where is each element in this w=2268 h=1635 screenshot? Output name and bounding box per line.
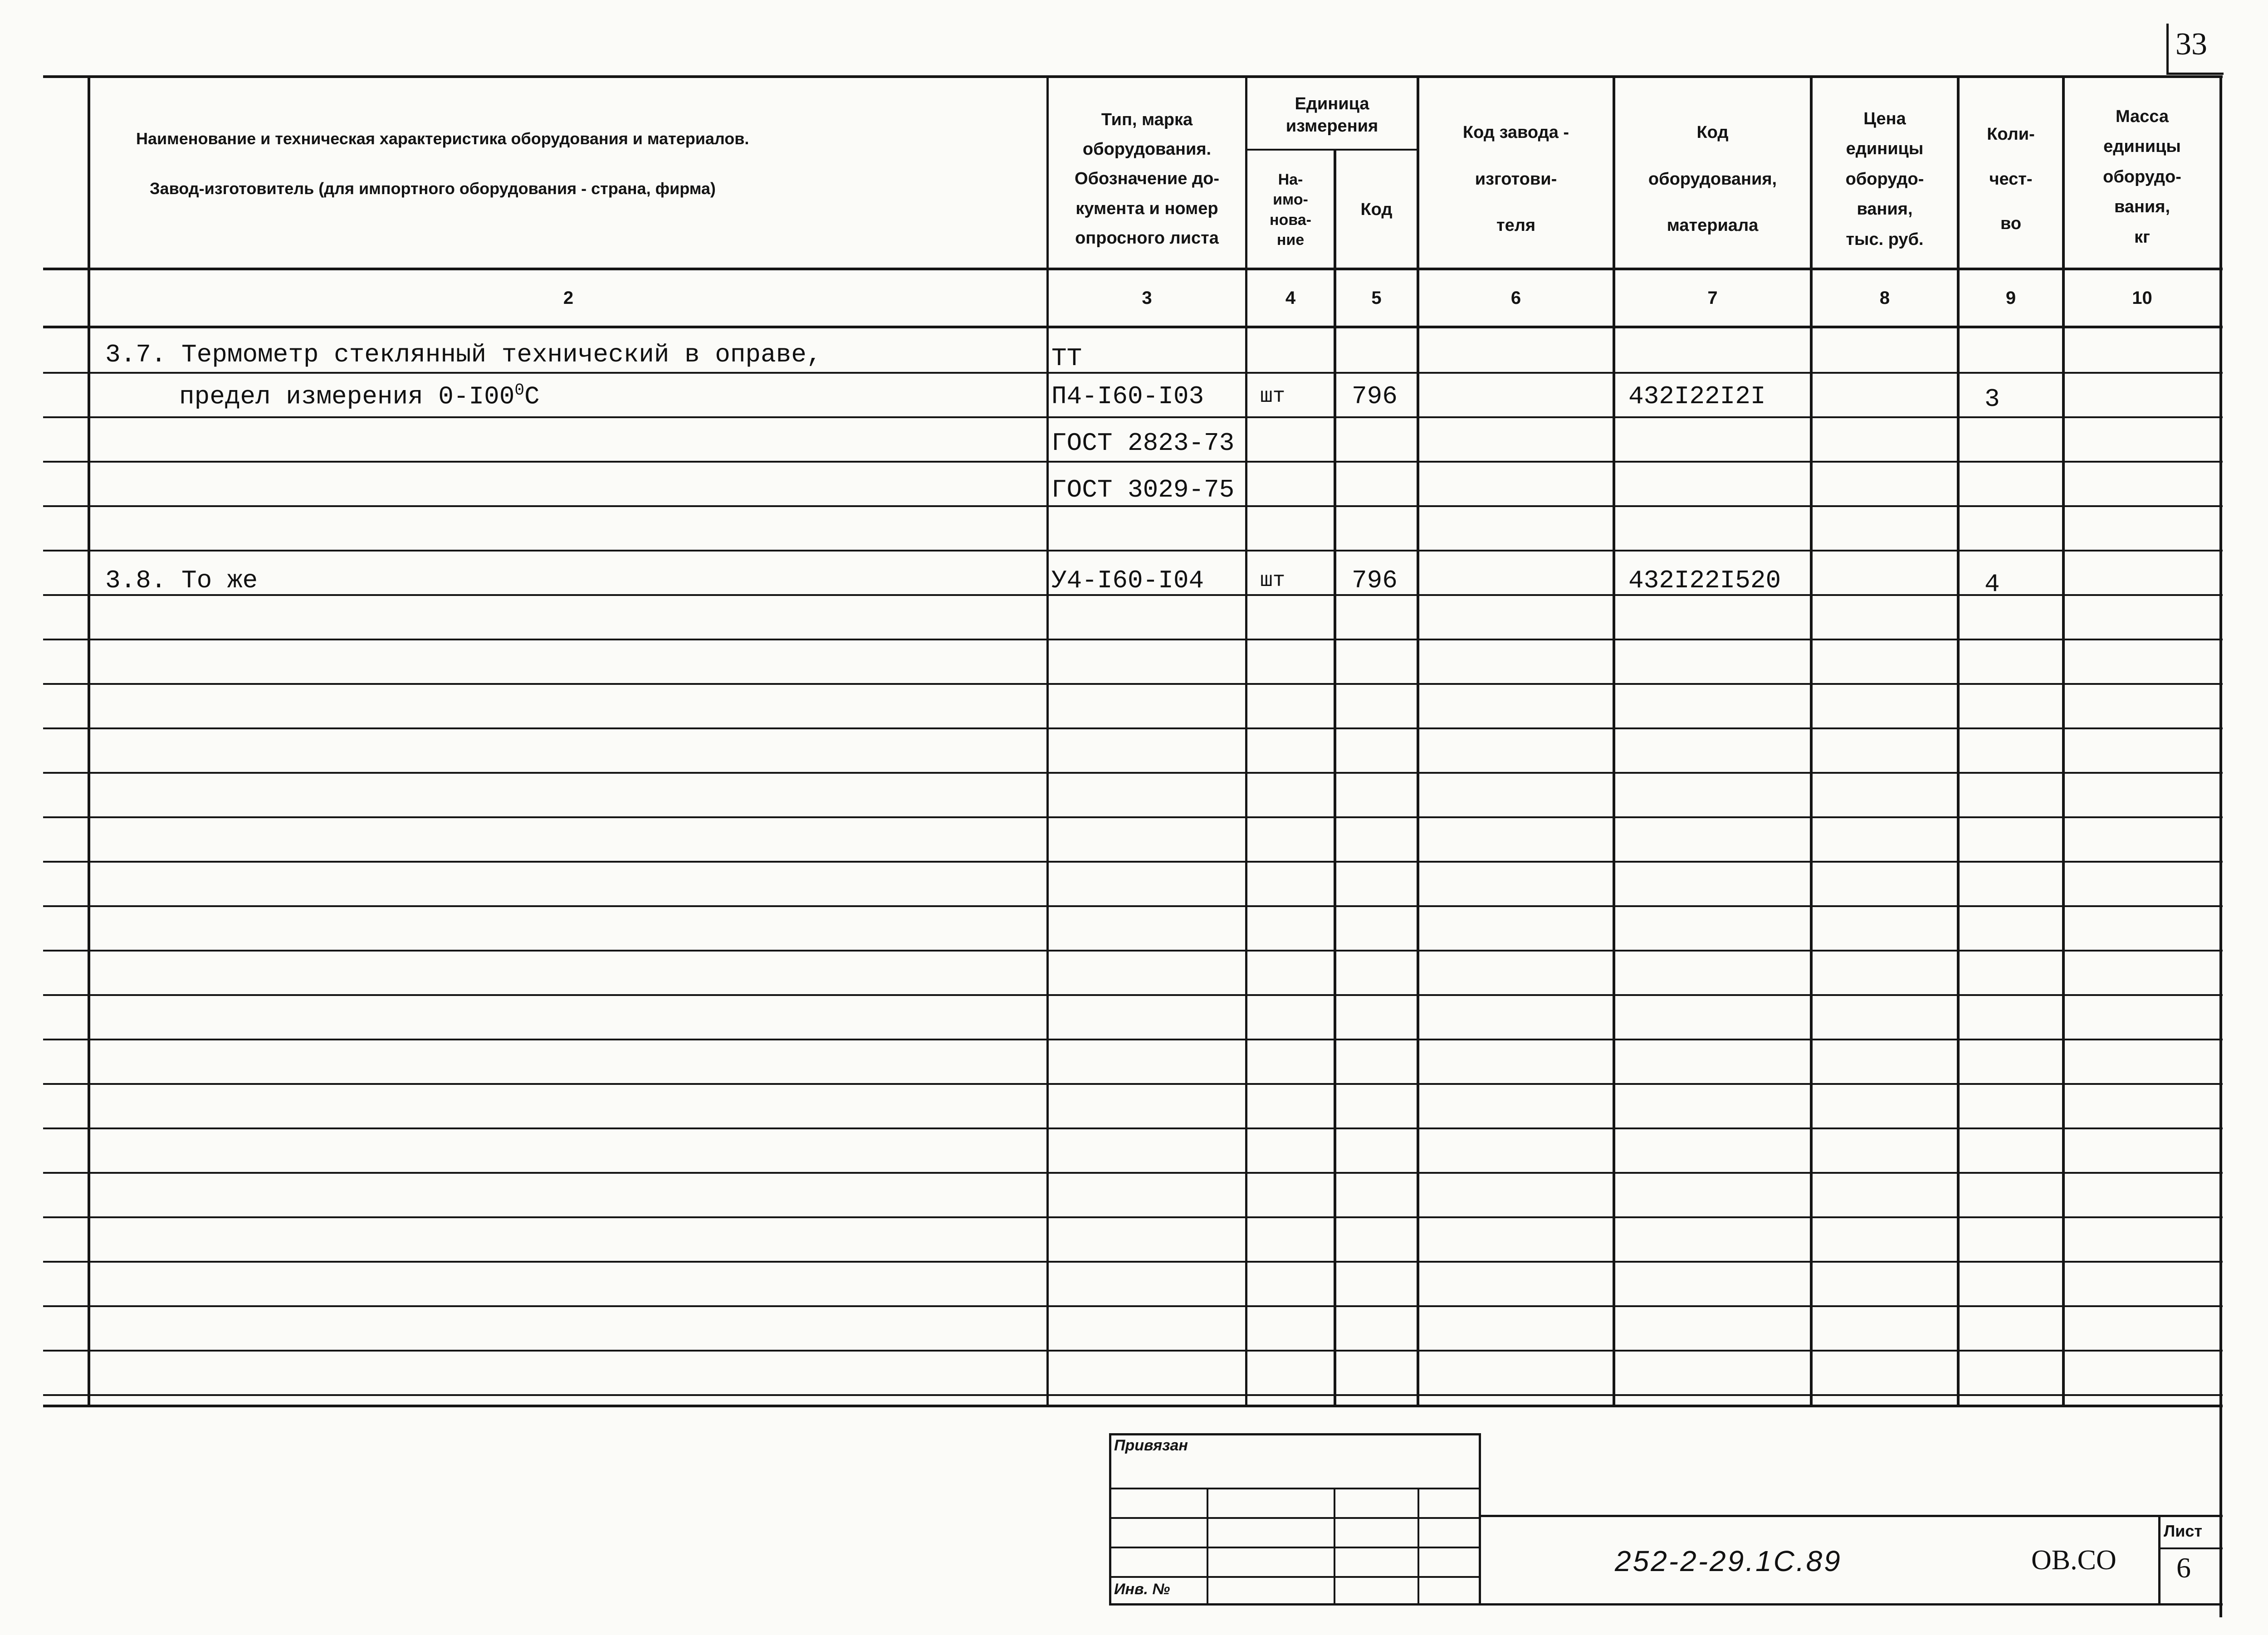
row-line xyxy=(43,1172,2223,1174)
table-right-border xyxy=(2219,75,2222,1617)
stamp-row-3 xyxy=(1109,1547,1481,1548)
table-top-border xyxy=(43,75,2223,78)
row-line xyxy=(43,416,2223,418)
header-col8: Цена единицы оборудо- вания, тыс. руб. xyxy=(1845,109,1924,249)
item-3-7-equipment-code: 432I22I2I xyxy=(1628,382,1766,411)
row-line xyxy=(43,861,2223,863)
sheet-box-divider xyxy=(2158,1547,2223,1549)
item-3-8-designation: У4-I60-I04 xyxy=(1051,566,1204,595)
item-3-7-gost-2: ГОСТ 3029-75 xyxy=(1051,475,1235,504)
stamp-row-4 xyxy=(1109,1576,1481,1578)
item-3-8-equipment-code: 432I22I520 xyxy=(1628,566,1781,595)
stamp-right-top xyxy=(1479,1515,2223,1517)
row-line xyxy=(43,683,2223,685)
header-col2-line2: Завод-изготовитель (для импортного оборудования - страна, фирма) xyxy=(150,179,716,198)
row-line xyxy=(43,505,2223,507)
header-col3: Тип, марка оборудования. Обозначение до- кумента и номер опросного листа xyxy=(1075,110,1219,248)
colnum-8: 8 xyxy=(1879,288,1890,308)
document-code: ОВ.СО xyxy=(2031,1545,2116,1576)
stamp-mid-right xyxy=(1479,1433,1481,1606)
colnum-5: 5 xyxy=(1371,288,1382,308)
row-line xyxy=(43,727,2223,729)
header-col5: Код xyxy=(1360,200,1393,220)
colnum-2: 2 xyxy=(563,288,574,308)
row-line xyxy=(43,372,2223,374)
row-line xyxy=(43,1216,2223,1218)
item-3-7-gost-1: ГОСТ 2823-73 xyxy=(1051,429,1235,458)
item-3-7-quantity: 3 xyxy=(1984,385,2000,414)
item-3-7-name-line2: предел измерения $0-I00^0С$ xyxy=(179,381,540,411)
row-line xyxy=(43,1394,2223,1396)
header-col6: Код завода - изготови- теля xyxy=(1462,123,1569,235)
stamp-top xyxy=(1109,1433,1481,1435)
item-3-7-type: ТТ xyxy=(1051,344,1082,373)
colnum-10: 10 xyxy=(2132,288,2152,308)
colnum-6: 6 xyxy=(1510,288,1521,308)
stamp-bound-label: Привязан xyxy=(1114,1437,1188,1454)
item-3-8-unit-code: 796 xyxy=(1352,566,1398,595)
row-line xyxy=(43,1083,2223,1085)
stamp-bottom xyxy=(1109,1603,2223,1606)
item-3-7-name-line1: 3.7. Термометр стеклянный технический в оправе, xyxy=(105,340,822,369)
page-number: 33 xyxy=(2175,27,2207,62)
item-3-8-name: 3.8. То же xyxy=(105,566,258,595)
col-sep-5 xyxy=(1334,150,1336,1407)
header-col9: Коли- чест- во xyxy=(1987,124,2035,234)
row-line xyxy=(43,994,2223,996)
colnum-9: 9 xyxy=(2005,288,2016,308)
item-3-7-unit-code: 796 xyxy=(1352,382,1398,411)
row-line xyxy=(43,1039,2223,1040)
item-3-7-unit: шт xyxy=(1260,385,1286,408)
row-line xyxy=(43,1127,2223,1129)
row-line xyxy=(43,1261,2223,1263)
page-number-box-left xyxy=(2166,24,2169,74)
document-number: 252-2-29.1С.89 xyxy=(1615,1545,1842,1577)
stamp-left xyxy=(1109,1433,1111,1606)
item-3-7-designation: П4-I60-I03 xyxy=(1051,382,1204,411)
row-line xyxy=(43,550,2223,552)
row-line xyxy=(43,816,2223,818)
row-line xyxy=(43,1305,2223,1307)
row-line xyxy=(43,461,2223,463)
colnum-3: 3 xyxy=(1142,288,1152,308)
stamp-col-1 xyxy=(1207,1488,1208,1606)
colnum-7: 7 xyxy=(1707,288,1718,308)
stamp-row-2 xyxy=(1109,1517,1481,1519)
stamp-inv-label: Инв. № xyxy=(1114,1581,1170,1598)
stamp-col-3 xyxy=(1418,1488,1419,1606)
sheet-number: 6 xyxy=(2176,1552,2191,1584)
stamp-col-2 xyxy=(1334,1488,1335,1606)
sheet-label: Лист xyxy=(2164,1522,2203,1540)
unit-group-divider xyxy=(1245,149,1419,151)
colnum-4: 4 xyxy=(1285,288,1296,308)
row-line xyxy=(43,905,2223,907)
header-col2-line1: Наименование и техническая характеристика оборудования и материалов. xyxy=(136,129,749,148)
header-col10: Масса единицы оборудо- вания, кг xyxy=(2103,107,2181,247)
row-line xyxy=(43,1350,2223,1352)
sheet-box-left xyxy=(2158,1515,2160,1606)
header-col4: На- имо- нова- ние xyxy=(1270,171,1311,249)
item-3-8-unit: шт xyxy=(1260,569,1286,592)
table-bottom-border xyxy=(43,1405,2223,1407)
stamp-row-1 xyxy=(1109,1488,1481,1489)
row-line xyxy=(43,950,2223,952)
row-line xyxy=(43,772,2223,774)
page-number-box-bottom xyxy=(2166,73,2224,75)
header-col7: Код оборудования, материала xyxy=(1648,123,1777,235)
column-number-row-border xyxy=(43,326,2223,328)
header-unit-group: Единица измерения xyxy=(1286,94,1378,136)
row-line xyxy=(43,639,2223,640)
item-3-8-quantity: 4 xyxy=(1984,570,2000,599)
